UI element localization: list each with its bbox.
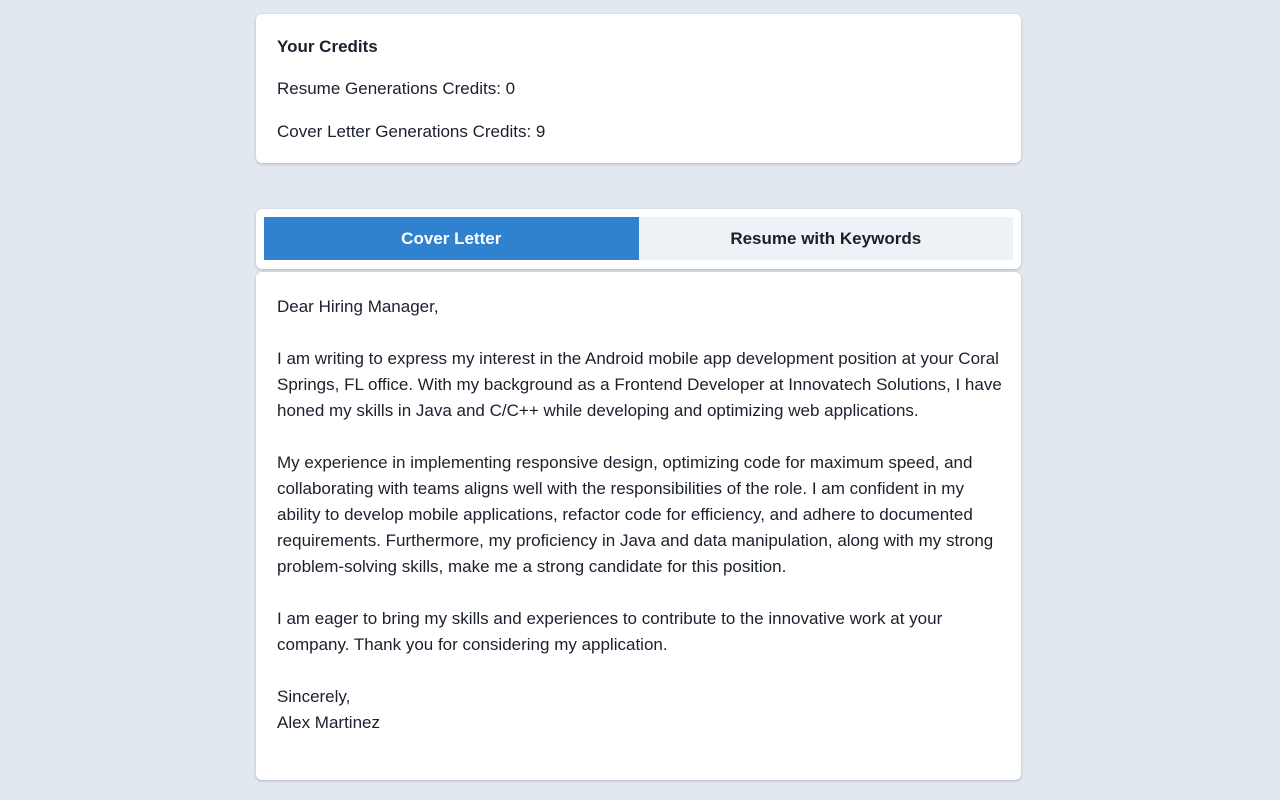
letter-signature: Alex Martinez	[277, 713, 380, 732]
letter-paragraph: My experience in implementing responsive design, optimizing code for maximum speed, and collaborating with teams aligns well with the responsibilities of the role. I am confident in my ability to develop mobile applications, refactor code for efficiency, and adhere to documented requirements. Furthermore, my proficiency in Java and data manipulation, along with my strong problem-solving skills, make me a strong candidate for this position.	[277, 453, 994, 576]
credits-card	[256, 14, 1021, 163]
tab-resume-with-keywords[interactable]: Resume with Keywords	[639, 217, 1014, 260]
letter-paragraph: I am eager to bring my skills and experiences to contribute to the innovative work at your company. Thank you for considering my application.	[277, 609, 943, 654]
tab-cover-letter[interactable]: Cover Letter	[264, 217, 639, 260]
cover-letter-content	[256, 272, 1021, 780]
tab-bar	[256, 209, 1021, 269]
credits-title: Your Credits	[277, 37, 378, 56]
letter-closing: Sincerely,	[277, 687, 351, 706]
resume-credits: Resume Generations Credits: 0	[277, 79, 516, 98]
letter-paragraph: I am writing to express my interest in the Android mobile app development position at your Coral Springs, FL office. With my background as a Frontend Developer at Innovatech Solutions, I have honed my skills in Java and C/C++ while developing and optimizing web applications.	[277, 349, 1002, 420]
cover-letter-credits: Cover Letter Generations Credits: 9	[277, 122, 546, 141]
letter-greeting: Dear Hiring Manager,	[277, 297, 439, 316]
